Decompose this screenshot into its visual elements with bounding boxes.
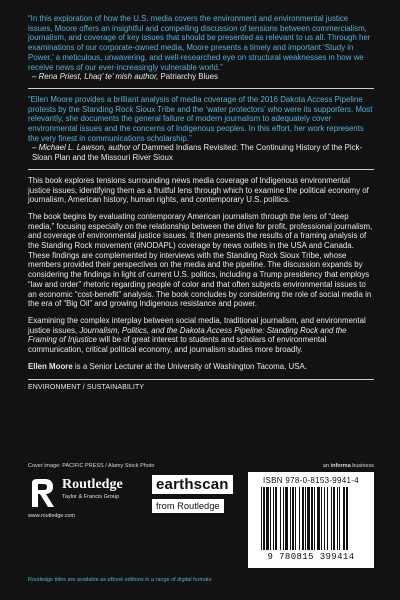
barcode-bar bbox=[346, 487, 348, 550]
barcode-bar bbox=[305, 487, 306, 550]
routledge-mark-icon bbox=[28, 477, 58, 509]
review-work-1: Patriarchy Blues bbox=[158, 72, 218, 82]
divider bbox=[28, 379, 374, 380]
barcode-bar bbox=[339, 487, 340, 550]
barcode-bar bbox=[295, 487, 296, 550]
barcode-bar bbox=[324, 487, 325, 550]
barcode-bar bbox=[266, 487, 269, 550]
review-author-2: – Michael L. Lawson, author of bbox=[32, 143, 140, 153]
divider bbox=[28, 88, 374, 89]
barcode-bars bbox=[261, 487, 365, 550]
barcode-bar bbox=[317, 487, 320, 550]
review-author-1: – Rena Priest, Lhaq’ te’ mish author, bbox=[32, 72, 159, 82]
routledge-url: www.routledge.com bbox=[28, 513, 76, 519]
informa-business-label: an informa business bbox=[322, 463, 374, 469]
review-work-2: Dammed Indians Revisited: The Continuing History of the Pick-Sloan Plan and the Missouri River Sioux bbox=[32, 143, 363, 163]
back-cover-text bbox=[28, 14, 374, 391]
barcode-bar bbox=[290, 487, 291, 550]
divider bbox=[28, 169, 374, 170]
barcode-bar bbox=[314, 487, 315, 550]
barcode-bar bbox=[280, 487, 281, 550]
barcode-bar bbox=[331, 487, 332, 550]
earthscan-logo bbox=[152, 475, 236, 521]
routledge-name: Routledge bbox=[62, 477, 123, 492]
barcode-bar bbox=[343, 487, 345, 550]
earthscan-name: earthscan bbox=[152, 475, 233, 494]
barcode bbox=[248, 472, 374, 568]
barcode-bar bbox=[327, 487, 328, 550]
ebook-note: Routledge titles are available as eBook editions in a range of digital formats bbox=[28, 577, 212, 583]
cover-image-credit: Cover image: PACIFIC PRESS / Alamy Stock Photo bbox=[28, 463, 155, 469]
barcode-bar bbox=[302, 487, 304, 550]
subject-category: ENVIRONMENT / SUSTAINABILITY bbox=[28, 383, 145, 391]
review-quote-1: “In this exploration of how the U.S. media covers the environment and environmental justice issues, Moore offers an insightful and compelling discussion of tensions between commercialism, journalism, and coverage of key issues that should be presented as relevant to us all. Through her examinations of our corporate-owned media, Moore presents a timely and important ‘Study in Power,’ a meticulous, unwavering, and well-researched eye on structural weaknesses in how we receive news of our ever-increasingly vulnerable world.” bbox=[28, 14, 371, 72]
review-attribution-1 bbox=[32, 72, 374, 82]
barcode-bar bbox=[273, 487, 274, 550]
barcode-bar bbox=[307, 487, 310, 550]
routledge-logo bbox=[28, 475, 124, 517]
barcode-bar bbox=[311, 487, 313, 550]
barcode-bar bbox=[275, 487, 277, 550]
barcode-bar bbox=[292, 487, 294, 550]
author-bio: Ellen Moore is a Senior Lecturer at the University of Washington Tacoma, USA. bbox=[28, 361, 307, 371]
description-paragraph-3: Examining the complex interplay between social media, traditional journalism, and environmental justice issues, Journalism, Politics, and the Dakota Access Pipeline: Standing Rock and the Framing of Injustice will be of great interest to students and scholars of environmental communication, critical political economy, and journalism studies more broadly. bbox=[28, 315, 366, 355]
barcode-bar bbox=[337, 487, 338, 550]
book-title: Journalism, Politics, and the Dakota Access Pipeline: Standing Rock and the Framing of Injustice bbox=[28, 325, 347, 345]
barcode-bar bbox=[263, 487, 265, 550]
review-quote-2: “Ellen Moore provides a brilliant analysis of media coverage of the 2016 Dakota Access Pipeline protests by the Standing Rock Sioux Tribe and the ‘water protectors’ who were its supporters. Most relevantly, she documents the general failure of modern journalism to adequately cover environmental issues and the concerns of Indigenous peoples. In this effort, her work represents the very finest in communications scholarship.” bbox=[28, 94, 373, 143]
review-attribution-2 bbox=[32, 143, 374, 162]
author-name: Ellen Moore bbox=[28, 361, 73, 371]
isbn-label: ISBN 978-0-8153-9941-4 bbox=[263, 476, 359, 485]
description-paragraph-2: The book begins by evaluating contemporary American journalism through the lens of “deep media,” focusing especially on the relationship between the drive for profit, professional journalism, and coverage of environmental justice issues. It then presents the results of a framing analysis of the Standing Rock movement (#NODAPL) coverage by news outlets in the USA and Canada. These findings are complemented by interviews with the Standing Rock Sioux Tribe, whose members provided their perspectives on the media and the pipeline. The discussion expands by considering the findings in light of current U.S. politics, including a Trump presidency that employs “law and order” rhetoric regarding people of color and that often subjects environmental issues to an economic “cost-benefit” analysis. The book concludes by considering the role of social media in the era of “Big Oil” and growing Indigenous resistance and power. bbox=[28, 211, 373, 309]
barcode-bar bbox=[270, 487, 271, 550]
barcode-bar bbox=[321, 487, 322, 550]
barcode-bar bbox=[283, 487, 284, 550]
description-paragraph-1: This book explores tensions surrounding news media coverage of Indigenous environmental justice issues, identifying them as a fruitful lens through which to examine the political economy of journalism, American history, human rights, and contemporary U.S. politics. bbox=[28, 175, 369, 205]
barcode-bar bbox=[261, 487, 262, 550]
barcode-bar bbox=[333, 487, 335, 550]
earthscan-from: from Routledge bbox=[152, 499, 224, 513]
barcode-digits: 9 780815 399414 bbox=[267, 552, 355, 562]
barcode-bar bbox=[285, 487, 288, 550]
routledge-subtitle: Taylor & Francis Group bbox=[62, 494, 120, 500]
barcode-bar bbox=[299, 487, 300, 550]
